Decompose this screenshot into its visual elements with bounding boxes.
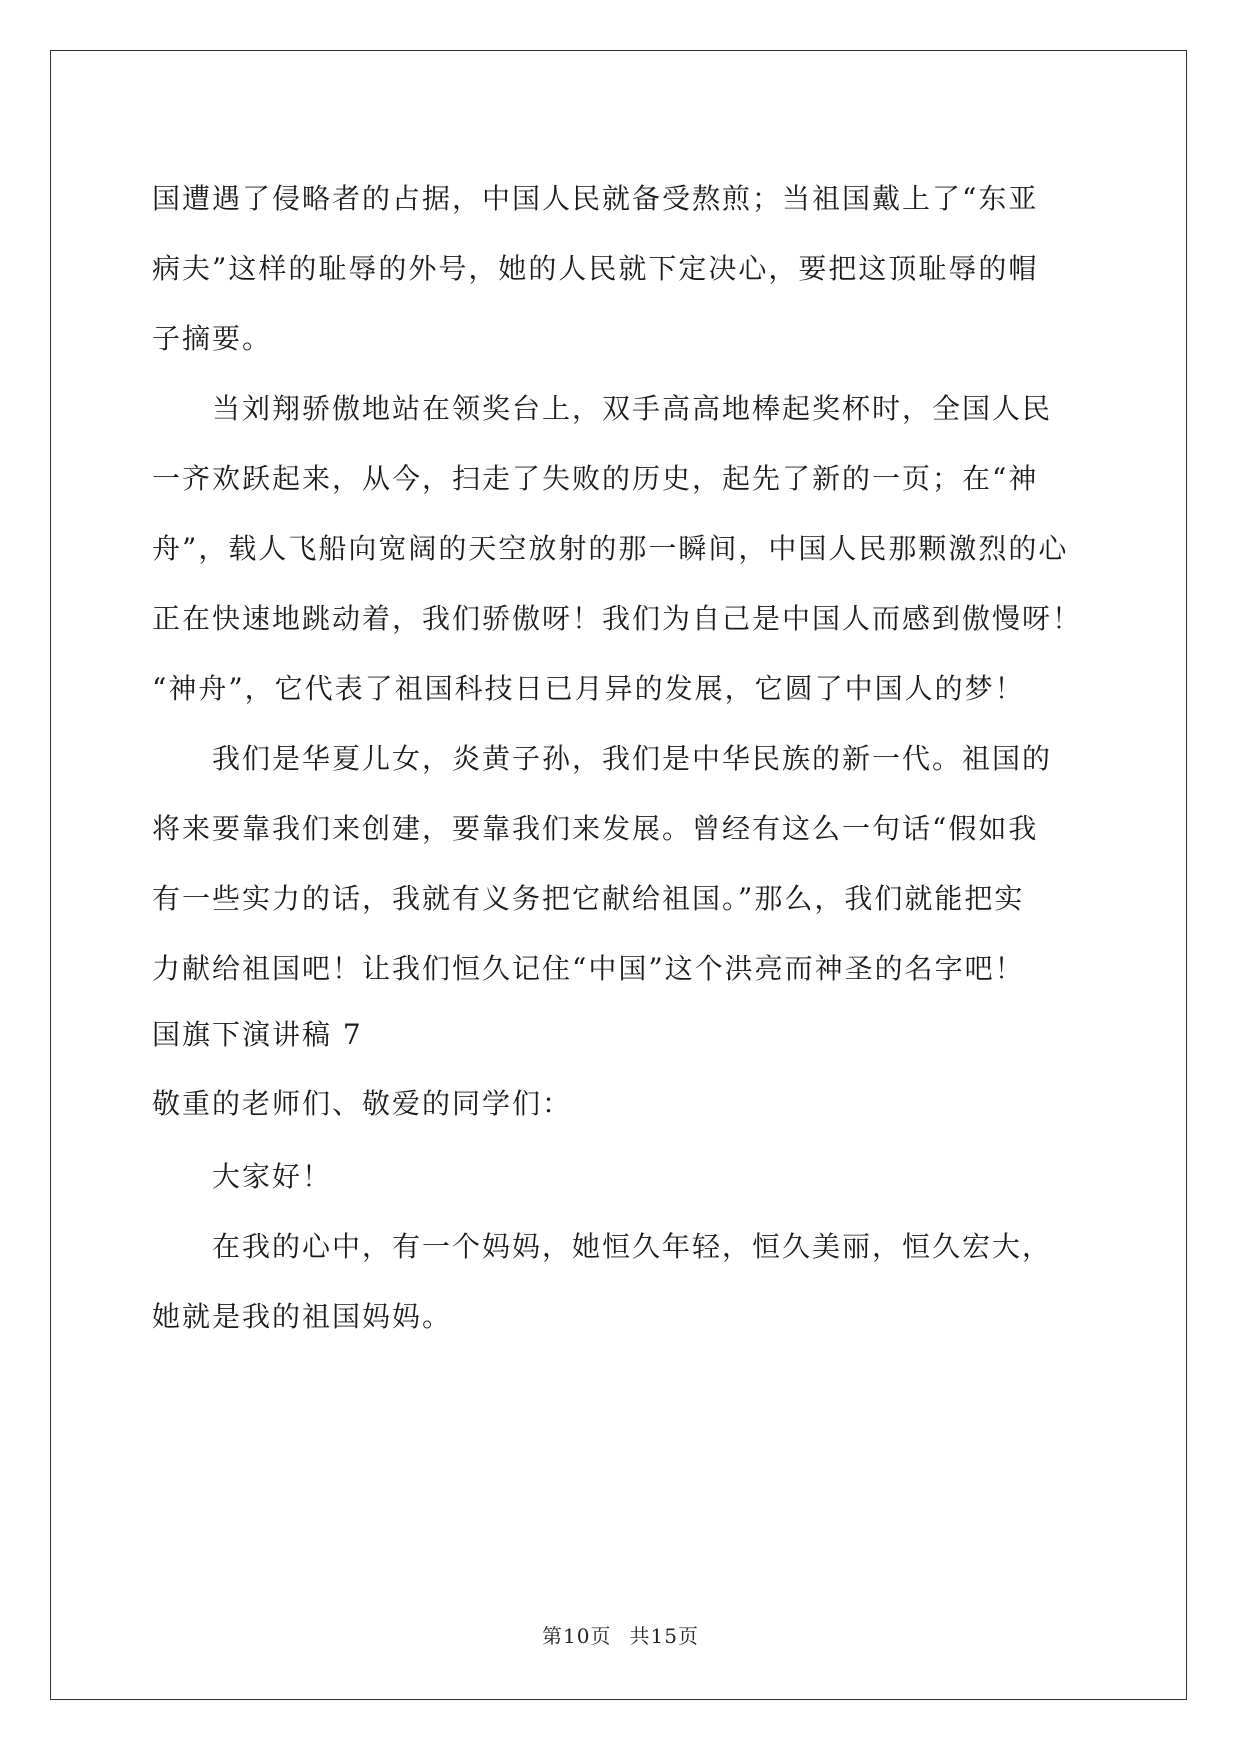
text-line: 子摘要。 <box>152 322 273 355</box>
text-line: 当刘翔骄傲地站在领奖台上，双手高高地棒起奖杯时，全国人民 <box>212 392 1053 425</box>
document-body <box>152 164 1092 1352</box>
text-line: 一齐欢跃起来，从今，扫走了失败的历史，起先了新的一页；在“神 <box>152 462 1039 495</box>
text-line: 力献给祖国吧！让我们恒久记住“中国”这个洪亮而神圣的名字吧！ <box>152 952 1025 985</box>
text-line: 我们是华夏儿女，炎黄子孙，我们是中华民族的新一代。祖国的 <box>212 742 1053 775</box>
page-mid: 页 <box>590 1624 612 1648</box>
page-prefix: 第 <box>542 1624 564 1648</box>
text-line: 有一些实力的话，我就有义务把它献给祖国。”那么，我们就能把实 <box>152 882 1025 915</box>
text-line: 在我的心中，有一个妈妈，她恒久年轻，恒久美丽，恒久宏大， <box>212 1230 1053 1263</box>
total-suffix: 页 <box>677 1624 699 1648</box>
text-line: 国遭遇了侵略者的占据，中国人民就备受熬煎；当祖国戴上了“东亚 <box>152 182 1039 215</box>
salutation: 敬重的老师们、敬爱的同学们： <box>152 1087 573 1120</box>
text-line: 病夫”这样的耻辱的外号，她的人民就下定决心，要把这顶耻辱的帽 <box>152 252 1039 285</box>
text-line: 舟”，载人飞船向宽阔的天空放射的那一瞬间，中国人民那颗激烈的心 <box>152 532 1069 565</box>
section-heading: 国旗下演讲稿 7 <box>152 1018 363 1051</box>
page-footer <box>0 1620 1241 1649</box>
text-line: 她就是我的祖国妈妈。 <box>152 1300 453 1333</box>
text-line: 大家好！ <box>212 1160 333 1193</box>
text-line: 将来要靠我们来创建，要靠我们来发展。曾经有这么一句话“假如我 <box>152 812 1039 845</box>
total-prefix: 共 <box>629 1624 651 1648</box>
page-current: 10 <box>563 1624 591 1648</box>
page-total: 15 <box>650 1624 678 1648</box>
text-line: “神舟”，它代表了祖国科技日已月异的发展，它圆了中国人的梦！ <box>152 672 1025 705</box>
text-line: 正在快速地跳动着，我们骄傲呀！我们为自己是中国人而感到傲慢呀！ <box>152 602 1083 635</box>
